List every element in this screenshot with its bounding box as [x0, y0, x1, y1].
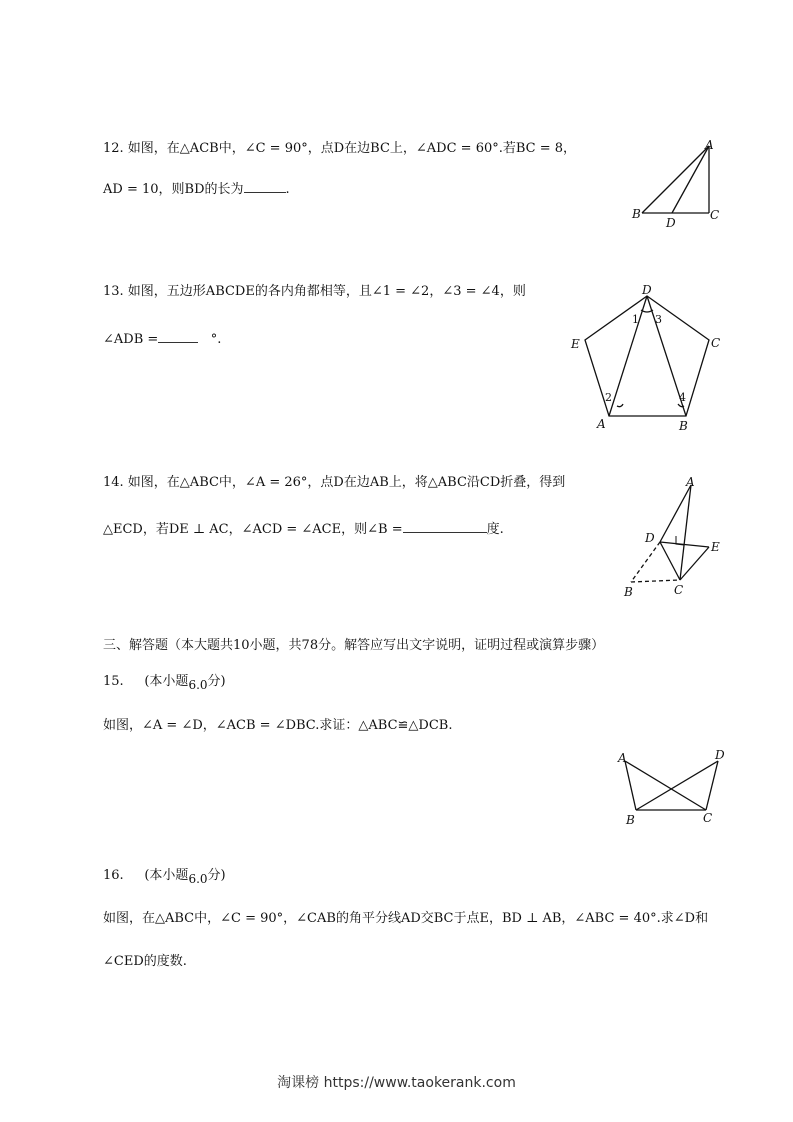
q12-line2-text: AD = 10，则BD的长为 [103, 182, 244, 197]
q16-line1: 如图，在△ABC中，∠C = 90°，∠CAB的角平分线AD交BC于点E，BD ⊥ AB，∠ABC = 40°.求∠D和 [103, 911, 709, 926]
q15-score-close: 分) [207, 674, 226, 689]
q16-score-value: 6.0 [188, 872, 208, 886]
q15-label-b: B [626, 813, 635, 827]
q13-label-d: D [642, 283, 652, 297]
q14-label-d: D [645, 531, 655, 545]
q13-angle-3: 3 [655, 313, 662, 326]
footer-watermark: 淘课榜 https://www.taokerank.com [277, 1075, 516, 1091]
q15-label-a: A [618, 751, 627, 765]
q12-line2-end: . [285, 182, 290, 197]
q14-label-e: E [711, 540, 720, 554]
q12-label-d: D [666, 216, 676, 230]
q14-label-a: A [686, 475, 695, 489]
q12-line1: 12. 如图，在△ACB中，∠C = 90°，点D在边BC上，∠ADC = 60°.若BC = 8， [103, 141, 577, 156]
q12-answer-blank [244, 180, 286, 193]
q13-label-b: B [679, 419, 688, 433]
q12-label-c: C [710, 208, 720, 222]
q16-line2: ∠CED的度数. [103, 954, 187, 969]
q16-score-close: 分) [207, 868, 226, 883]
q16-score-open: (本小题 [144, 868, 189, 883]
q13-angle-2: 2 [605, 391, 612, 404]
q15-label-d: D [715, 748, 725, 762]
q15-label-c: C [703, 811, 713, 825]
q13-angle-4: 4 [679, 391, 686, 404]
q13-figure [565, 280, 735, 440]
q13-line2 [103, 330, 221, 349]
q14-figure [610, 470, 740, 600]
q13-angle-1: 1 [632, 313, 639, 326]
q12-line2 [103, 180, 290, 199]
q13-label-c: C [711, 336, 721, 350]
q13-label-e: E [571, 337, 580, 351]
q13-line2-text: ∠ADB = [103, 332, 159, 347]
q13-answer-blank [158, 330, 198, 343]
q12-label-b: B [632, 207, 641, 221]
q12-label-a: A [705, 138, 714, 152]
q14-line2-text: △ECD，若DE ⊥ AC，∠ACD = ∠ACE，则∠B = [103, 522, 403, 537]
q13-line2-end: °. [210, 332, 222, 347]
q12-figure [625, 135, 735, 235]
q14-line1: 14. 如图，在△ABC中，∠A = 26°，点D在边AB上，将△ABC沿CD折叠，得到 [103, 475, 566, 490]
section3-heading: 三、解答题（本大题共10小题，共78分。解答应写出文字说明，证明过程或演算步骤） [103, 638, 605, 653]
q15-score-value: 6.0 [188, 678, 208, 692]
q15-figure [610, 745, 740, 835]
q15-text: 如图，∠A = ∠D，∠ACB = ∠DBC.求证：△ABC≌△DCB. [103, 718, 453, 733]
q16-number: 16. [103, 868, 124, 883]
q13-line1: 13. 如图，五边形ABCDE的各内角都相等，且∠1 = ∠2，∠3 = ∠4，则 [103, 284, 526, 299]
q14-label-b: B [624, 585, 633, 599]
q13-label-a: A [597, 417, 606, 431]
q15-score-open: (本小题 [144, 674, 189, 689]
q14-line2-end: 度. [486, 522, 504, 537]
q15-header [103, 672, 226, 691]
q14-line2 [103, 520, 504, 539]
q14-answer-blank [403, 520, 487, 533]
q14-label-c: C [674, 583, 684, 597]
q15-number: 15. [103, 674, 124, 689]
q16-header [103, 866, 226, 885]
